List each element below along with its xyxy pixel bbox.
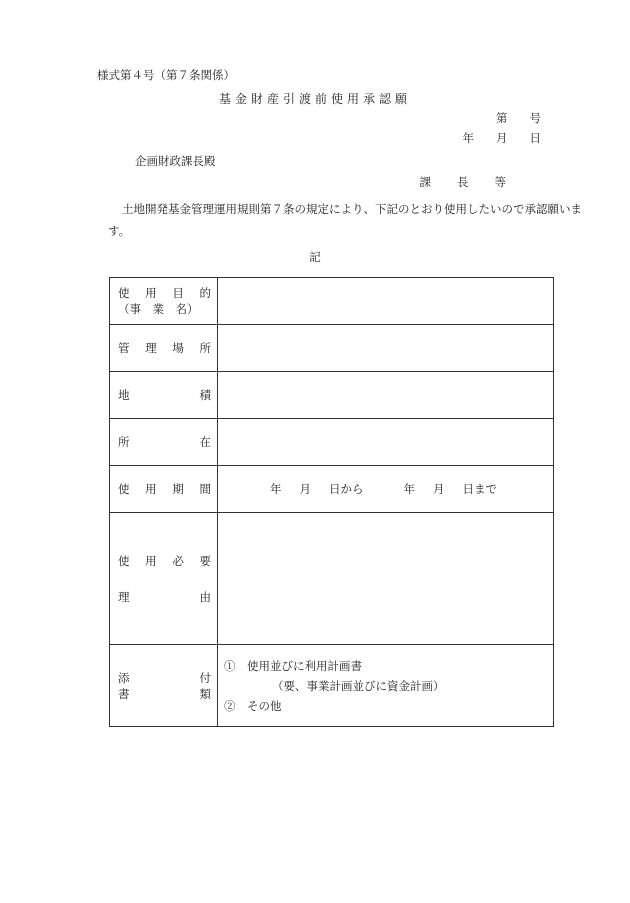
period-to-month: 月: [433, 482, 445, 496]
label-char: 要: [199, 553, 211, 568]
address-label: [110, 419, 218, 466]
period-label: [110, 466, 218, 513]
attachment-item-2: ② その他: [224, 698, 282, 713]
addressee: 企画財政課長殿: [135, 154, 216, 168]
label-char: 理: [145, 341, 157, 355]
attachments-label: [110, 645, 218, 727]
sender-char-1: 課: [419, 175, 431, 189]
document-number: [496, 110, 541, 126]
form-number: 様式第４号（第７条関係）: [97, 68, 235, 82]
label-char: 添: [118, 670, 130, 685]
label-char: 類: [199, 686, 211, 701]
label-char: 由: [199, 589, 211, 604]
table-row-reason: [110, 513, 554, 645]
label-char: 所: [118, 435, 130, 449]
document-date: [463, 130, 542, 146]
label-char: 用: [145, 286, 157, 300]
label-char: 的: [199, 286, 211, 300]
table-row-attachments: [110, 645, 554, 727]
attachment-item-1: ① 使用並びに利用計画書: [224, 658, 362, 673]
location-label: [110, 325, 218, 372]
period-to-year: 年: [403, 482, 415, 496]
period-from-month: 月: [299, 482, 311, 496]
label-char: 用: [145, 553, 157, 568]
label-char: 管: [118, 341, 130, 355]
sender-char-2: 長: [457, 175, 469, 189]
period-from-day: 日から: [329, 482, 364, 496]
sender-char-3: 等: [494, 175, 506, 189]
table-row-area: [110, 372, 554, 419]
date-day: 日: [529, 131, 541, 145]
label-char: 在: [199, 435, 211, 449]
attachments-value: [218, 645, 554, 727]
doc-no-prefix: 第: [496, 111, 508, 125]
ki-heading: 記: [309, 250, 321, 264]
table-row-purpose: [110, 278, 554, 325]
table-row-period: [110, 466, 554, 513]
address-value[interactable]: [218, 419, 554, 466]
label-char: 必: [172, 553, 184, 568]
date-month: 月: [496, 131, 508, 145]
area-label: [110, 372, 218, 419]
reason-label: [110, 513, 218, 645]
label-char: 理: [118, 589, 130, 604]
table-row-address: [110, 419, 554, 466]
application-form-table: [109, 277, 554, 727]
location-value[interactable]: [218, 325, 554, 372]
label-char: 書: [118, 686, 130, 701]
doc-no-suffix: 号: [529, 111, 541, 125]
purpose-label: [110, 278, 218, 325]
document-title: 基金財産引渡前使用承認願: [218, 92, 411, 106]
purpose-value[interactable]: [218, 278, 554, 325]
label-char: 使: [118, 482, 130, 496]
reason-value[interactable]: [218, 513, 554, 645]
label-char: 場: [172, 341, 184, 355]
label-char: 付: [199, 670, 211, 685]
label-char: 期: [172, 482, 184, 496]
label-char: 積: [199, 388, 211, 402]
table-row-location: [110, 325, 554, 372]
label-char: 用: [145, 482, 157, 496]
label-char: 間: [199, 482, 211, 496]
date-year: 年: [462, 131, 474, 145]
area-value[interactable]: [218, 372, 554, 419]
period-to-day: 日まで: [462, 482, 497, 496]
period-from-year: 年: [270, 482, 282, 496]
label-char: 所: [199, 341, 211, 355]
label-char: 使: [118, 553, 130, 568]
attachment-item-1-note: （要、事業計画並びに資金計画）: [272, 678, 445, 693]
label-char: 目: [172, 286, 184, 300]
purpose-sub-label: （事 業 名）: [118, 302, 199, 316]
period-value[interactable]: [218, 466, 554, 513]
sender: [420, 174, 507, 190]
label-char: 地: [118, 388, 130, 402]
label-char: 使: [118, 286, 130, 300]
body-text: 土地開発基金管理運用規則第７条の規定により、下記のとおり使用したいので承認願います。: [108, 202, 582, 238]
